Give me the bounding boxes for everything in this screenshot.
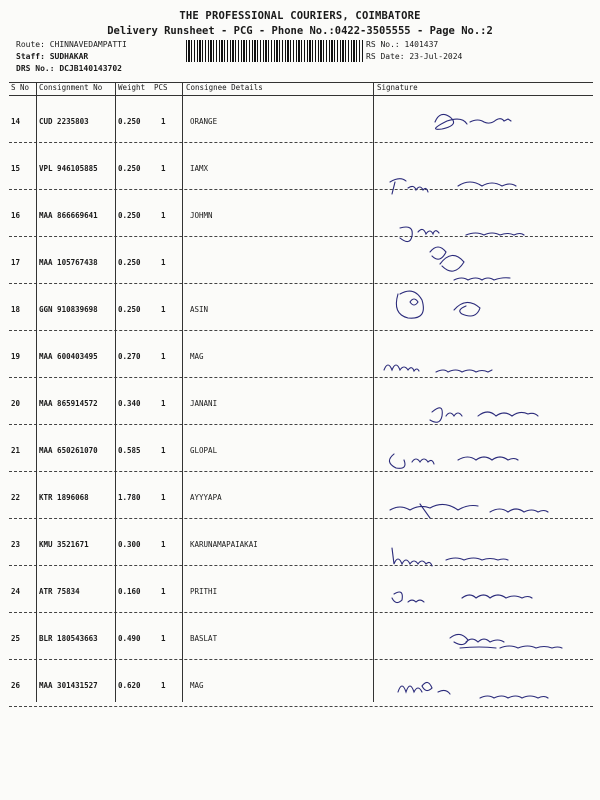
row-consignment: GGN 910839698 xyxy=(39,305,98,314)
row-consignment: MAA 865914572 xyxy=(39,399,98,408)
row-pcs: 1 xyxy=(161,258,166,267)
row-consignee: BASLAT xyxy=(190,634,218,643)
signature-row-20 xyxy=(430,408,538,422)
row-sno: 19 xyxy=(11,352,21,361)
row-pcs: 1 xyxy=(161,634,166,643)
row-consignment: MAA 301431527 xyxy=(39,681,98,690)
row-consignment: VPL 946105885 xyxy=(39,164,98,173)
row-consignment: MAA 600403495 xyxy=(39,352,98,361)
row-sno: 21 xyxy=(11,446,21,455)
rs-date: RS Date: 23-Jul-2024 xyxy=(366,52,463,61)
row-sno: 26 xyxy=(11,681,21,690)
row-weight: 0.250 xyxy=(118,305,141,314)
row-consignee: AYYYAPA xyxy=(190,493,222,502)
row-consignment: CUD 2235803 xyxy=(39,117,89,126)
row-sno: 16 xyxy=(11,211,21,220)
row-consignment: MAA 866669641 xyxy=(39,211,98,220)
row-consignee: KARUNAMAPAIAKAI xyxy=(190,540,258,549)
staff-label: Staff: SUDHAKAR xyxy=(16,52,89,61)
row-pcs: 1 xyxy=(161,587,166,596)
signature-row-19 xyxy=(384,365,492,372)
row-sno: 17 xyxy=(11,258,21,267)
row-sno: 20 xyxy=(11,399,21,408)
row-consignee: IAMX xyxy=(190,164,209,173)
row-weight: 0.490 xyxy=(118,634,141,643)
signature-row-17 xyxy=(370,247,510,280)
row-weight: 0.300 xyxy=(118,540,141,549)
signature-row-22 xyxy=(390,504,548,518)
row-weight: 0.250 xyxy=(118,258,141,267)
row-sno: 18 xyxy=(11,305,21,314)
row-pcs: 1 xyxy=(161,493,166,502)
signature-row-23 xyxy=(392,548,508,566)
row-pcs: 1 xyxy=(161,211,166,220)
signature-row-21 xyxy=(389,454,518,468)
row-consignee: ASIN xyxy=(190,305,209,314)
row-pcs: 1 xyxy=(161,446,166,455)
row-pcs: 1 xyxy=(161,352,166,361)
runsheet-subtitle: Delivery Runsheet - PCG - Phone No.:0422-3505555 - Page No.:2 xyxy=(107,25,493,37)
signature-row-16 xyxy=(400,227,524,242)
row-sno: 25 xyxy=(11,634,21,643)
row-weight: 1.780 xyxy=(118,493,141,502)
row-consignee: GLOPAL xyxy=(190,446,218,455)
row-consignee: ORANGE xyxy=(190,117,218,126)
row-consignment: BLR 180543663 xyxy=(39,634,98,643)
row-pcs: 1 xyxy=(161,117,166,126)
row-consignment: KMU 3521671 xyxy=(39,540,89,549)
row-consignee: JOHMN xyxy=(190,211,213,220)
route-label: Route: CHINNAVEDAMPATTI xyxy=(16,40,127,49)
row-weight: 0.620 xyxy=(118,681,141,690)
row-weight: 0.160 xyxy=(118,587,141,596)
row-consignee: PRITHI xyxy=(190,587,218,596)
company-title: THE PROFESSIONAL COURIERS, COIMBATORE xyxy=(179,10,421,22)
row-consignment: KTR 1896068 xyxy=(39,493,89,502)
col-sno: S No xyxy=(11,83,30,92)
row-sno: 22 xyxy=(11,493,21,502)
col-details: Consignee Details xyxy=(186,83,263,92)
row-pcs: 1 xyxy=(161,681,166,690)
signature-row-14 xyxy=(435,114,511,129)
row-sno: 24 xyxy=(11,587,21,596)
row-sno: 14 xyxy=(11,117,21,126)
col-pcs: PCS xyxy=(154,83,168,92)
row-consignment: MAA 105767438 xyxy=(39,258,98,267)
col-consignment: Consignment No xyxy=(39,83,103,92)
row-consignment: ATR 75834 xyxy=(39,587,80,596)
row-consignee: MAG xyxy=(190,681,204,690)
signature-row-26 xyxy=(398,682,548,698)
row-consignee: JANANI xyxy=(190,399,218,408)
row-consignee: MAG xyxy=(190,352,204,361)
row-pcs: 1 xyxy=(161,305,166,314)
row-weight: 0.585 xyxy=(118,446,141,455)
barcode xyxy=(186,40,364,62)
signature-row-24 xyxy=(392,592,532,603)
row-sno: 15 xyxy=(11,164,21,173)
drs-number: DRS No.: DCJB140143702 xyxy=(16,64,122,73)
row-weight: 0.340 xyxy=(118,399,141,408)
row-weight: 0.250 xyxy=(118,211,141,220)
signature-row-15 xyxy=(390,179,516,194)
row-pcs: 1 xyxy=(161,540,166,549)
row-weight: 0.250 xyxy=(118,164,141,173)
signature-row-18 xyxy=(396,291,480,318)
col-weight: Weight xyxy=(118,83,146,92)
col-signature: Signature xyxy=(377,83,418,92)
row-pcs: 1 xyxy=(161,399,166,408)
row-sno: 23 xyxy=(11,540,21,549)
row-weight: 0.250 xyxy=(118,117,141,126)
row-consignment: MAA 650261070 xyxy=(39,446,98,455)
rs-number: RS No.: 1401437 xyxy=(366,40,439,49)
signatures-layer xyxy=(370,82,600,722)
signature-row-25 xyxy=(450,634,562,648)
row-weight: 0.270 xyxy=(118,352,141,361)
row-pcs: 1 xyxy=(161,164,166,173)
